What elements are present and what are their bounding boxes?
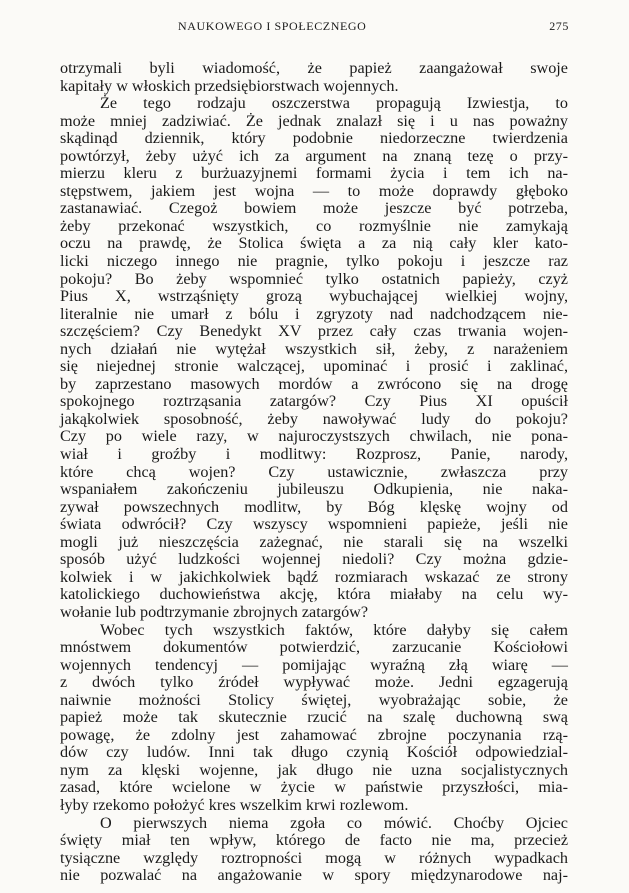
text-line: łyby rzekomo położyć kres wszelkim krwi rozlewom. — [60, 795, 409, 814]
text-line: Że tego rodzaju oszczerstwa propagują Izwiestja, to — [100, 94, 568, 113]
text-line: mnóstwem dokumentów potwierdzić, zarzucanie Kościołowi — [60, 638, 568, 657]
text-line: zywał powszechnych modlitw, by Bóg klęskę wojny od — [60, 497, 568, 516]
text-line: się niejednej stronie walczącej, upominać i prosić i zaklinać, — [60, 357, 568, 376]
text-line: wspaniałem zakończeniu jubileuszu Odkupienia, nie naka- — [60, 480, 568, 499]
text-line: Czy po wiele razy, w najuroczystszych chwilach, nie pona- — [60, 427, 568, 446]
text-line: żeby przekonać wszystkich, co rozmyślnie nie zamykają — [60, 216, 568, 235]
text-line: powagę, że zdolny jest zahamować zbrojne poczynania rzą- — [60, 725, 568, 744]
text-line: wołanie lub podtrzymanie zbrojnych zatargów? — [60, 602, 369, 621]
text-line: katolickiego duchowieństwa akcję, która miałaby na celu wy- — [60, 585, 568, 604]
text-line: święty miał ten wpływ, którego de facto nie ma, przecież — [60, 831, 568, 850]
text-line: powtórzył, żeby użyć ich za argument na znaną tezę o przy- — [60, 146, 568, 165]
text-line: świata odwrócił? Czy wszyscy wspomnieni papieże, jeśli nie — [60, 515, 568, 534]
body-text — [60, 60, 568, 885]
text-line: nym za klęski wojenne, jak długo nie uzna socjalistycznych — [60, 760, 568, 779]
text-line: sposób użyć ludzkości wojennej niedoli? Czy można gdzie- — [60, 550, 568, 569]
text-line: spokojnego roztrząsania zatargów? Czy Pius XI opuścił — [60, 392, 568, 411]
text-line: które chcą wojen? Czy ustawicznie, zwłaszcza przy — [60, 462, 568, 481]
text-line: Wobec tych wszystkich faktów, które dałyby się całem — [100, 620, 568, 639]
text-line: jakąkolwiek sposobność, żeby nawoływać ludy do pokoju? — [60, 409, 568, 428]
text-line: kapitały w włoskich przedsiębiorstwach wojennych. — [60, 76, 399, 95]
text-line: O pierwszych niema zgoła co mówić. Choćby Ojciec — [100, 813, 568, 832]
text-line: naiwnie możności Stolicy świętej, wyobrażając sobie, że — [60, 690, 568, 709]
text-line: nych działań nie wytężał wszystkich sił, żeby, z narażeniem — [60, 339, 568, 358]
text-line: by zaprzestano masowych mordów a zwrócono się na drogę — [60, 374, 568, 393]
page-number: 275 — [549, 19, 569, 33]
text-line: otrzymali byli wiadomość, że papież zaangażował swoje — [60, 59, 568, 77]
text-line: stępstwem, jakiem jest wojna — to może doprawdy głęboko — [60, 181, 568, 200]
text-line: szczęściem? Czy Benedykt XV przez cały czas trwania wojen- — [60, 322, 568, 341]
text-line: skądinąd dziennik, który podobnie niedorzeczne twierdzenia — [60, 129, 568, 148]
text-line: zasad, które wcielone w życie w państwie przyszłości, mia- — [60, 778, 568, 797]
text-line: dów czy ludów. Inni tak długo czynią Kościół odpowiedzial- — [60, 743, 568, 762]
text-line: wojennych tendencyj — pomijając wyraźną złą wiarę — — [60, 655, 568, 674]
text-line: tysiączne względy roztropności mogą w różnych wypadkach — [60, 848, 568, 867]
text-line: wiał i groźby i modlitwy: Rozprosz, Panie, narody, — [60, 445, 568, 464]
text-line: kolwiek i w jakichkolwiek bądź rozmiarach wskazać ze strony — [60, 567, 568, 586]
text-line: mogli już nieszczęścia zażegnać, nie starali się na wszelki — [60, 532, 568, 551]
text-line: może mniej zadziwiać. Że jednak znalazł się i u nas poważny — [60, 111, 568, 130]
text-line: licki niczego innego nie pragnie, tylko pokoju i jeszcze raz — [60, 252, 568, 271]
text-line: papież może tak skutecznie rzucić na szalę duchowną swą — [60, 708, 568, 727]
text-line: Pius X, wstrząśnięty grozą wybuchającej wielkiej wojny, — [60, 287, 568, 306]
page-header — [60, 19, 569, 39]
text-line: pokoju? Bo żeby wspomnieć tylko ostatnich papieży, czyż — [60, 269, 568, 288]
text-line: z dwóch tylko źródeł wypływać może. Jedni egzagerują — [60, 673, 568, 692]
text-line: nie pozwalać na angażowanie w spory międzynarodowe naj- — [60, 866, 568, 885]
text-line: zastanawiać. Czegoż bowiem może jeszcze być potrzeba, — [60, 199, 568, 218]
text-line: literalnie nie umarł z bólu i zgryzoty nad nadchodzącem nie- — [60, 304, 568, 323]
text-line: oczu na prawdę, że Stolica święta a za nią cały kler kato- — [60, 234, 568, 253]
running-title: NAUKOWEGO I SPOŁECZNEGO — [178, 19, 367, 33]
text-line: mierzu kleru z burżuazyjnemi formami życia i tem ich na- — [60, 164, 568, 183]
